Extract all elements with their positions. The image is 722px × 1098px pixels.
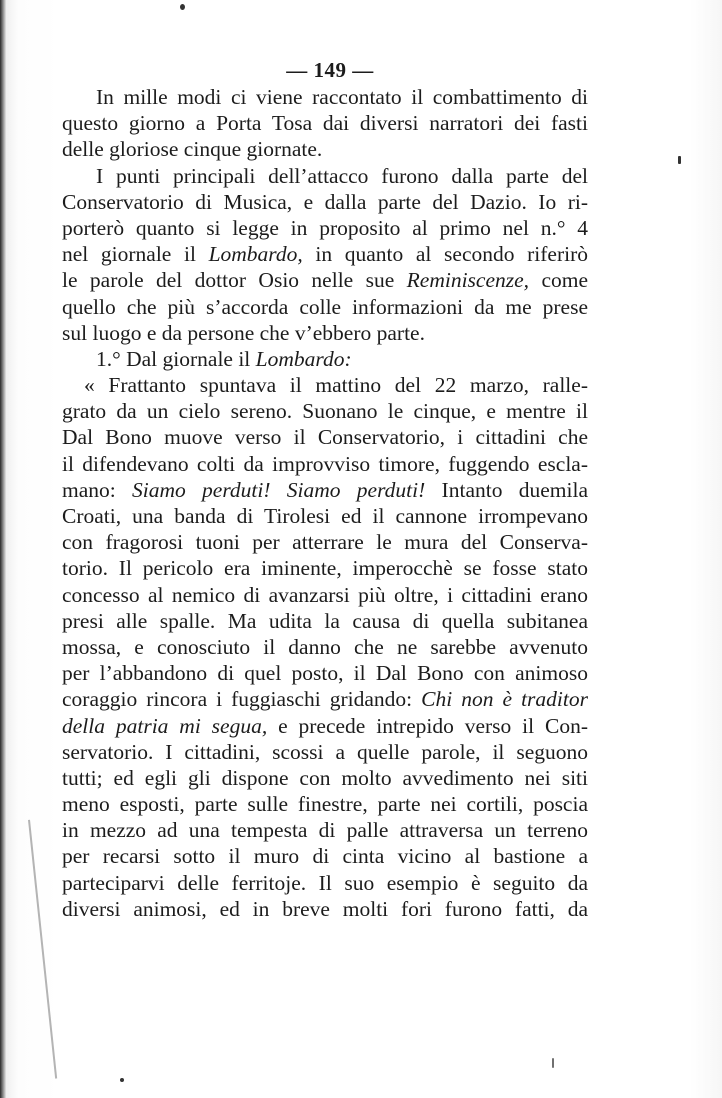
- text-span: Intanto duemila: [425, 477, 588, 502]
- text-line: [62, 372, 588, 398]
- text-span: in quanto al secondo riferirò: [302, 242, 589, 267]
- text-line: [62, 791, 588, 817]
- text-line: [62, 896, 588, 922]
- text-span: Conservatorio di Musica, e dalla parte del Dazio. Io ri-: [62, 189, 588, 214]
- text-line: [62, 215, 588, 241]
- text-span: sul luogo e da persone che v’ebbero parte.: [62, 320, 425, 345]
- text-span: coraggio rincora i fuggiaschi gridando:: [62, 687, 422, 712]
- text-line: [62, 843, 588, 869]
- text-line: [62, 163, 588, 189]
- text-line: [62, 713, 588, 739]
- text-span: nel giornale il: [62, 242, 209, 267]
- text-span: e precede intrepido verso il Con-: [267, 713, 588, 738]
- text-span: in mezzo ad una tempesta di palle attraversa un terreno: [62, 818, 588, 843]
- text-span: servatorio. I cittadini, scossi a quelle parole, il seguono: [62, 739, 588, 764]
- text-line: [62, 294, 588, 320]
- italic-text: Siamo perduti! Siamo perduti!: [132, 477, 426, 502]
- ink-speck: [552, 1058, 554, 1068]
- italic-text: Lombardo,: [208, 242, 303, 267]
- text-line: [62, 634, 588, 660]
- text-span: delle gloriose cinque giornate.: [62, 137, 323, 162]
- text-line: [62, 451, 588, 477]
- text-span: In mille modi ci viene raccontato il combattimento di: [96, 85, 588, 109]
- text-span: quello che più s’accorda colle informazioni da me prese: [62, 294, 588, 319]
- text-span: 1.° Dal giornale il: [96, 346, 256, 371]
- text-span: parteciparvi delle ferritoje. Il suo esempio è seguito da: [62, 870, 588, 895]
- text-line: [62, 136, 588, 162]
- text-span: concesso al nemico di avanzarsi più oltre, i cittadini erano: [62, 582, 588, 607]
- text-line: [62, 110, 588, 136]
- text-span: il difendevano colti da improvviso timore, fuggendo escla-: [62, 451, 588, 476]
- ink-speck: [120, 1078, 124, 1082]
- text-line: [62, 477, 588, 503]
- text-span: per l’abbandono di quel posto, il Dal Bono con animoso: [62, 661, 588, 686]
- text-line: [62, 660, 588, 686]
- ink-speck: [180, 4, 185, 10]
- text-span: come: [529, 268, 588, 293]
- text-line: [62, 582, 588, 608]
- text-line: [62, 765, 588, 791]
- text-span: per recarsi sotto il muro di cinta vicino al bastione a: [62, 844, 588, 869]
- text-span: mano:: [62, 477, 133, 502]
- text-line: [62, 686, 588, 712]
- ink-speck: [678, 156, 681, 164]
- text-span: grato da un cielo sereno. Suonano le cinque, e mentre il: [62, 399, 588, 424]
- text-line: [62, 424, 588, 450]
- text-span: Croati, una banda di Tirolesi ed il cannone irrompevano: [62, 504, 588, 528]
- text-line: [62, 503, 588, 529]
- binding-edge: [0, 0, 6, 1098]
- italic-text: Chi non è traditor: [421, 687, 588, 712]
- text-line: [62, 555, 588, 581]
- text-span: I punti principali dell’attacco furono dalla parte del: [96, 163, 588, 188]
- text-span: le parole del dottor Osio nelle sue: [62, 268, 407, 293]
- text-line: [62, 84, 588, 110]
- text-line: [62, 529, 588, 555]
- text-line: [62, 267, 588, 293]
- body-text: [62, 84, 588, 922]
- page-number: — 149 —: [286, 58, 374, 82]
- text-span: Dal Bono muove verso il Conservatorio, i cittadini che: [62, 425, 588, 450]
- text-span: mossa, e conosciuto il danno che ne sarebbe avvenuto: [62, 634, 588, 659]
- text-line: [62, 320, 588, 346]
- text-span: tutti; ed egli gli dispone con molto avvedimento nei siti: [62, 765, 588, 790]
- text-span: con fragorosi tuoni per atterrare le mura del Conserva-: [62, 530, 588, 555]
- text-span: meno esposti, parte sulle finestre, parte nei cortili, poscia: [62, 792, 588, 817]
- text-span: torio. Il pericolo era iminente, imperocchè se fosse stato: [62, 556, 588, 581]
- text-line: [62, 346, 588, 372]
- text-line: [62, 241, 588, 267]
- italic-text: Reminiscenze,: [406, 268, 530, 293]
- text-line: [62, 398, 588, 424]
- text-span: diversi animosi, ed in breve molti fori furono fatti, da: [62, 896, 588, 921]
- italic-text: Lombardo:: [255, 346, 352, 371]
- text-line: [62, 817, 588, 843]
- text-span: questo giorno a Porta Tosa dai diversi narratori dei fasti: [62, 111, 588, 136]
- text-span: porterò quanto si legge in proposito al primo nel n.° 4: [62, 215, 588, 240]
- text-line: [62, 739, 588, 765]
- text-line: [62, 608, 588, 634]
- text-line: [62, 870, 588, 896]
- text-line: [62, 189, 588, 215]
- text-span: presi alle spalle. Ma udita la causa di quella subitanea: [62, 608, 588, 633]
- text-span: « Frattanto spuntava il mattino del 22 marzo, ralle-: [84, 373, 588, 398]
- gutter-shadow: [28, 820, 57, 1079]
- italic-text: della patria mi segua,: [62, 713, 268, 738]
